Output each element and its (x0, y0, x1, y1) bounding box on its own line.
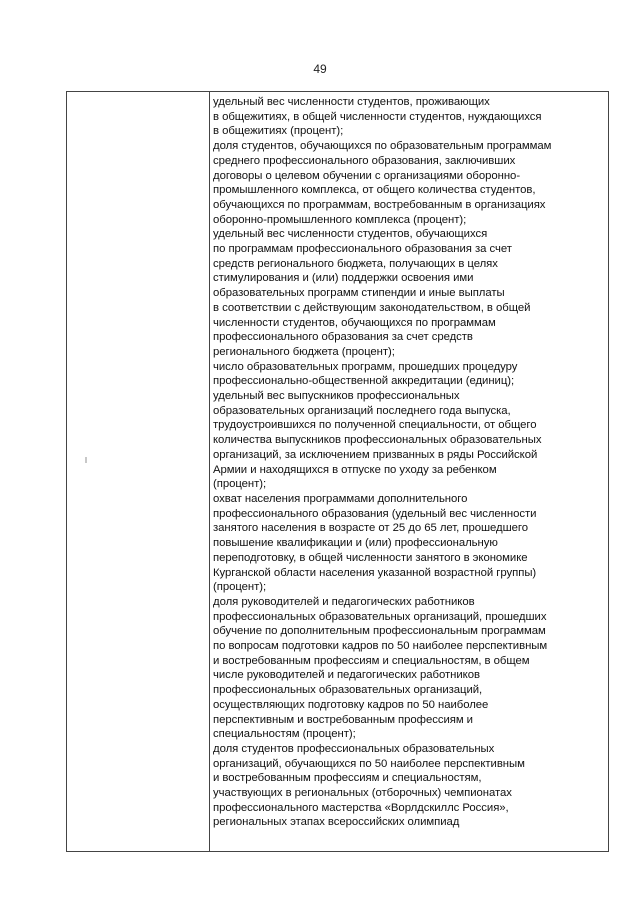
text-line: образовательных программ стипендии и иные выплаты (213, 287, 505, 300)
text-line: среднего профессионального образования, заключивших (213, 154, 516, 167)
text-line: (процент); (213, 581, 267, 594)
text-line: (процент); (213, 478, 267, 491)
text-line: числе руководителей и педагогических работников (213, 669, 480, 682)
text-line: профессионально-общественной аккредитации (единиц); (213, 375, 515, 388)
text-line: региональных этапах всероссийских олимпиад (213, 816, 460, 829)
text-line: и востребованным профессиям и специальностям, (213, 772, 482, 785)
left-cell (67, 92, 209, 851)
text-line: стимулирования и (или) поддержки освоения ими (213, 272, 474, 285)
text-line: профессионального мастерства «Ворлдскиллс Россия», (213, 801, 509, 814)
text-line: доля студентов профессиональных образовательных (213, 742, 495, 755)
text-line: удельный вес выпускников профессиональных (213, 390, 460, 403)
text-line: средств регионального бюджета, получающих в целях (213, 257, 498, 270)
text-line: профессиональных образовательных организаций, прошедших (213, 610, 547, 623)
text-line: Армии и находящихся в отпуске по уходу за ребенком (213, 463, 497, 476)
indicator-table (66, 91, 609, 852)
text-line: повышение квалификации и (или) профессиональную (213, 537, 498, 550)
text-line: специальностям (процент); (213, 728, 356, 741)
column-divider (209, 92, 210, 851)
text-line: доля студентов, обучающихся по образовательным программам (213, 140, 552, 153)
page-number: 49 (313, 62, 327, 76)
text-line: участвующих в региональных (отборочных) чемпионатах (213, 787, 512, 800)
scan-artifact (85, 457, 87, 463)
text-line: по вопросам подготовки кадров по 50 наиболее перспективным (213, 640, 548, 653)
text-line: переподготовку, в общей численности занятого в экономике (213, 551, 528, 564)
indicator-list-cell (213, 95, 607, 830)
text-line: численности студентов, обучающихся по программам (213, 316, 496, 329)
text-line: занятого населения в возрасте от 25 до 65 лет, прошедшего (213, 522, 529, 535)
text-line: Курганской области населения указанной возрастной группы) (213, 566, 537, 579)
text-line: в соответствии с действующим законодательством, в общей (213, 301, 531, 314)
text-line: оборонно-промышленного комплекса (процент); (213, 213, 467, 226)
text-line: по программам профессионального образования за счет (213, 243, 512, 256)
text-line: договоры о целевом обучении с организациями оборонно- (213, 169, 521, 182)
text-line: регионального бюджета (процент); (213, 345, 395, 358)
text-line: удельный вес численности студентов, проживающих (213, 96, 490, 108)
text-line: профессионального образования за счет средств (213, 331, 473, 344)
text-line: промышленного комплекса, от общего количества студентов, (213, 184, 536, 197)
text-line: число образовательных программ, прошедших процедуру (213, 360, 518, 373)
text-line: трудоустроившихся по полученной специальности, от общего (213, 419, 537, 432)
text-line: в общежитиях (процент); (213, 125, 344, 138)
text-line: профессиональных образовательных организаций, (213, 684, 483, 697)
text-line: количества выпускников профессиональных образовательных (213, 434, 542, 447)
text-line: и востребованным профессиям и специальностям, в общем (213, 654, 530, 667)
text-line: организаций, за исключением призванных в ряды Российской (213, 448, 538, 461)
text-line: обучение по дополнительным профессиональным программам (213, 625, 546, 638)
text-line: перспективным и востребованным профессиям и (213, 713, 473, 726)
text-line: удельный вес численности студентов, обучающихся (213, 228, 488, 241)
text-line: охват населения программами дополнительного (213, 492, 468, 505)
text-line: в общежитиях, в общей численности студентов, нуждающихся (213, 110, 542, 123)
text-line: доля руководителей и педагогических работников (213, 595, 475, 608)
text-line: организаций, обучающихся по 50 наиболее перспективным (213, 757, 525, 770)
text-line: обучающихся по программам, востребованным в организациях (213, 198, 546, 211)
text-line: осуществляющих подготовку кадров по 50 наиболее (213, 698, 489, 711)
text-line: образовательных организаций последнего года выпуска, (213, 404, 511, 417)
text-line: профессионального образования (удельный вес численности (213, 507, 537, 520)
